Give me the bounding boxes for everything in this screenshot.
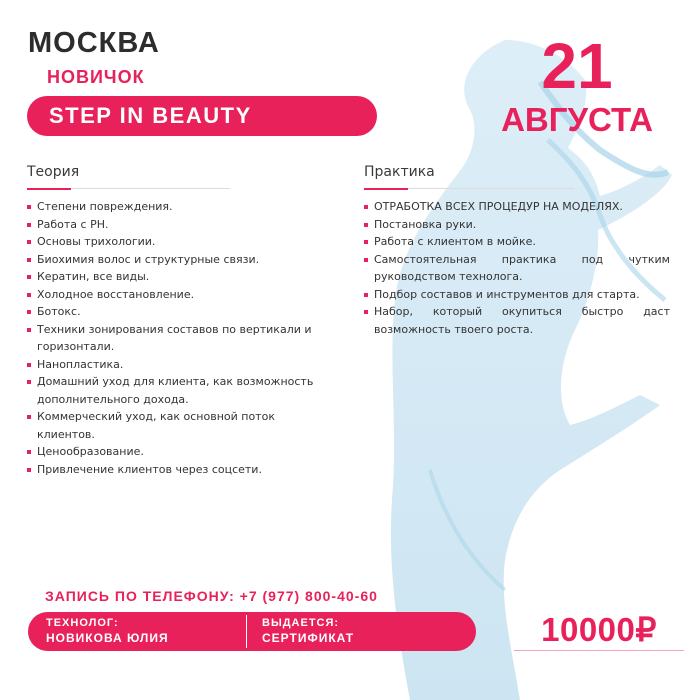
- brand-name: STEP IN BEAUTY: [49, 103, 252, 128]
- bullet-icon: [27, 310, 31, 314]
- phone-signup-line: ЗАПИСЬ ПО ТЕЛЕФОНУ: +7 (977) 800-40-60: [45, 588, 378, 604]
- bullet-icon: [364, 258, 368, 262]
- technologist-label: ТЕХНОЛОГ:: [46, 617, 119, 629]
- bullet-icon: [27, 415, 31, 419]
- info-bar: [28, 612, 476, 651]
- theory-item: Степени повреждения.: [27, 198, 317, 216]
- certificate-block: [262, 617, 354, 647]
- technologist-block: [46, 617, 169, 647]
- bullet-icon: [364, 310, 368, 314]
- theory-title: Теория: [27, 164, 80, 180]
- bullet-icon: [27, 258, 31, 262]
- event-date-day: 21: [541, 30, 613, 102]
- bullet-icon: [27, 205, 31, 209]
- theory-divider: [27, 188, 230, 190]
- technologist-name: НОВИКОВА ЮЛИЯ: [46, 631, 169, 645]
- practice-item: Набор, который окупиться быстро даст возможность твоего роста.: [364, 303, 670, 338]
- theory-item: Техники зонирования составов по вертикали и горизонтали.: [27, 321, 317, 356]
- bullet-icon: [364, 293, 368, 297]
- bullet-icon: [27, 328, 31, 332]
- bullet-icon: [364, 223, 368, 227]
- info-divider: [246, 615, 247, 648]
- theory-list: [27, 198, 317, 478]
- course-level: НОВИЧОК: [47, 67, 145, 87]
- theory-item: Домашний уход для клиента, как возможность дополнительного дохода.: [27, 373, 317, 408]
- brand-banner: [27, 96, 377, 136]
- price-underline: [514, 650, 684, 651]
- issued-value: СЕРТИФИКАТ: [262, 631, 355, 645]
- practice-section: [364, 163, 670, 338]
- theory-item: Биохимия волос и структурные связи.: [27, 251, 317, 269]
- theory-item: Основы трихологии.: [27, 233, 317, 251]
- practice-item: Работа с клиентом в мойке.: [364, 233, 670, 251]
- theory-item: Кератин, все виды.: [27, 268, 317, 286]
- city-title: МОСКВА: [28, 27, 160, 59]
- bullet-icon: [364, 205, 368, 209]
- bullet-icon: [27, 240, 31, 244]
- theory-section: [27, 163, 317, 478]
- event-date-month: АВГУСТА: [501, 101, 653, 138]
- bullet-icon: [364, 240, 368, 244]
- practice-title: Практика: [364, 164, 435, 180]
- theory-item: Ботокс.: [27, 303, 317, 321]
- issued-label: ВЫДАЕТСЯ:: [262, 617, 340, 629]
- practice-item: Постановка руки.: [364, 216, 670, 234]
- theory-item: Нанопластика.: [27, 356, 317, 374]
- course-price: 10000₽: [541, 611, 657, 648]
- bullet-icon: [27, 223, 31, 227]
- theory-item: Коммерческий уход, как основной поток клиентов.: [27, 408, 317, 443]
- theory-item: Работа с РН.: [27, 216, 317, 234]
- practice-divider: [364, 188, 574, 190]
- theory-item: Привлечение клиентов через соцсети.: [27, 461, 317, 479]
- bullet-icon: [27, 293, 31, 297]
- bullet-icon: [27, 363, 31, 367]
- practice-item: Подбор составов и инструментов для старта.: [364, 286, 670, 304]
- bullet-icon: [27, 450, 31, 454]
- theory-item: Ценообразование.: [27, 443, 317, 461]
- practice-item: Самостоятельная практика под чутким руководством технолога.: [364, 251, 670, 286]
- bullet-icon: [27, 468, 31, 472]
- bullet-icon: [27, 275, 31, 279]
- bullet-icon: [27, 380, 31, 384]
- practice-item: ОТРАБОТКА ВСЕХ ПРОЦЕДУР НА МОДЕЛЯХ.: [364, 198, 670, 216]
- theory-item: Холодное восстановление.: [27, 286, 317, 304]
- practice-list: [364, 198, 670, 338]
